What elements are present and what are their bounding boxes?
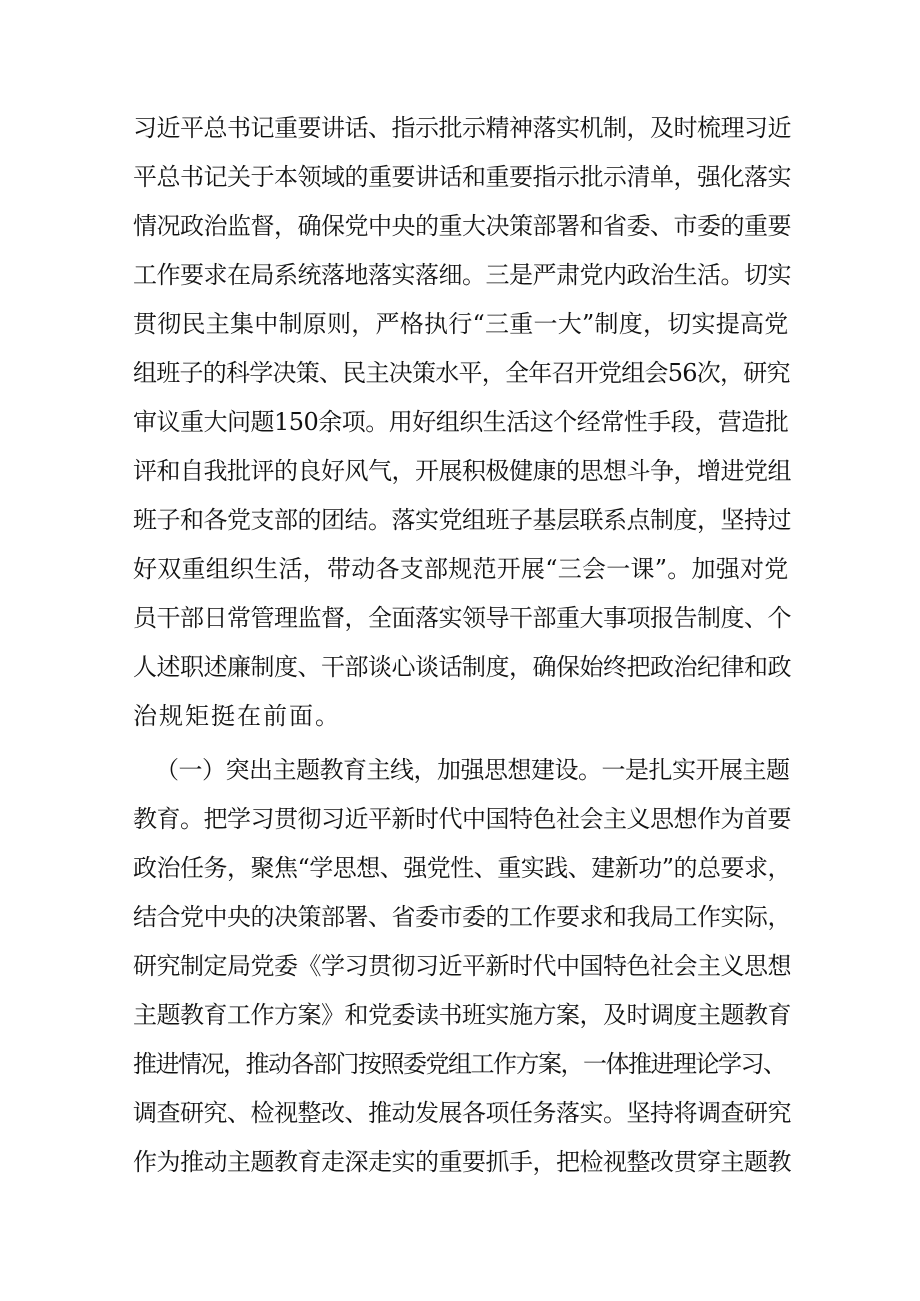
text-line: 组班子的科学决策、民主决策水平，全年召开党组会56次，研究 [133, 359, 790, 387]
text-line: 人述职述廉制度、干部谈心谈话制度，确保始终把政治纪律和政 [133, 653, 791, 681]
text-line: 作为推动主题教育走深走实的重要抓手，把检视整改贯穿主题教 [133, 1148, 791, 1176]
text-line: 平总书记关于本领域的重要讲话和重要指示批示清单，强化落实 [133, 163, 791, 191]
text-line: 习近平总书记重要讲话、指示批示精神落实机制，及时梳理习近 [133, 114, 791, 142]
text-line: 工作要求在局系统落地落实落细。三是严肃党内政治生活。切实 [133, 261, 791, 289]
text-line: 推进情况，推动各部门按照委党组工作方案，一体推进理论学习、 [133, 1050, 786, 1078]
text-line: 贯彻民主集中制原则，严格执行“三重一大”制度，切实提高党 [133, 310, 789, 338]
text-line: 审议重大问题150余项。用好组织生活这个经常性手段，营造批 [133, 408, 789, 436]
text-line: 评和自我批评的良好风气，开展积极健康的思想斗争，增进党组 [133, 457, 791, 485]
text-line: 调查研究、检视整改、推动发展各项任务落实。坚持将调查研究 [133, 1099, 791, 1127]
text-line: 情况政治监督，确保党中央的重大决策部署和省委、市委的重要 [133, 212, 791, 240]
text-line: 主题教育工作方案》和党委读书班实施方案，及时调度主题教育 [133, 1001, 791, 1029]
text-line: 治规矩挺在前面。 [133, 702, 341, 730]
text-line: 好双重组织生活，带动各支部规范开展“三会一课”。加强对党 [133, 555, 789, 583]
text-line: 教育。把学习贯彻习近平新时代中国特色社会主义思想作为首要 [133, 805, 791, 833]
text-line: 研究制定局党委《学习贯彻习近平新时代中国特色社会主义思想 [133, 952, 791, 980]
text-line: 政治任务，聚焦“学思想、强党性、重实践、建新功”的总要求， [133, 854, 792, 882]
text-line: （一）突出主题教育主线，加强思想建设。一是扎实开展主题 [155, 756, 790, 784]
text-line: 结合党中央的决策部署、省委市委的工作要求和我局工作实际， [133, 903, 791, 931]
text-line: 员干部日常管理监督，全面落实领导干部重大事项报告制度、个 [133, 604, 791, 632]
text-line: 班子和各党支部的团结。落实党组班子基层联系点制度，坚持过 [133, 506, 791, 534]
